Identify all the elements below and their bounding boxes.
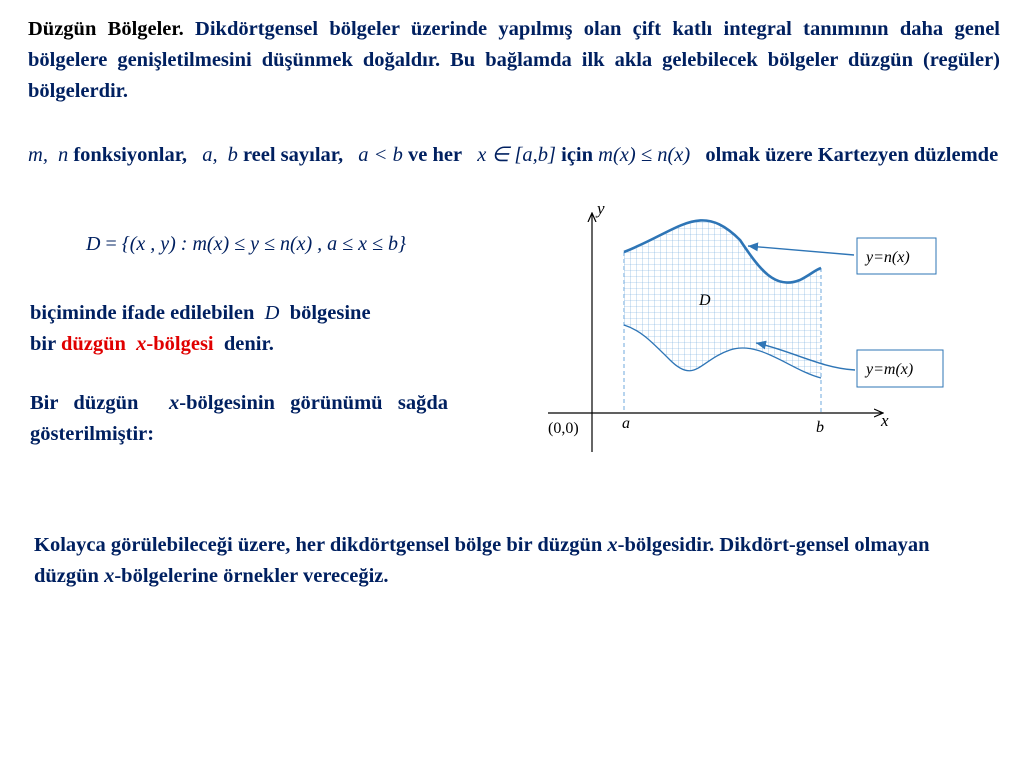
set-body: {(x , y) : m(x) ≤ y ≤ n(x) , a ≤ x ≤ b} [121, 233, 406, 255]
x-axis-label: x [881, 411, 889, 430]
region-label: D [699, 292, 711, 309]
called-bir: bir [30, 333, 56, 355]
set-eq: = [100, 233, 122, 255]
view-x-var: x [169, 392, 180, 414]
ineq-a-b: a < b [358, 144, 403, 166]
origin-label: (0,0) [548, 420, 579, 437]
section-title: Düzgün Bölgeler. [28, 18, 184, 40]
view-part1: Bir düzgün [30, 392, 139, 414]
bottom-part2: -bölgesidir. Dikdört-gensel olmayan düzgün [34, 534, 930, 587]
bottom-part1: Kolayca görülebileceği üzere, her dikdörtgensel bölge bir düzgün [34, 534, 603, 556]
bottom-part3: -bölgelerine örnekler vereceğiz. [114, 565, 389, 587]
lower-label: y=m(x) [866, 361, 914, 378]
b-label: b [816, 419, 824, 436]
plane-text: Kartezyen düzlemde [817, 144, 999, 166]
a-label: a [622, 415, 630, 432]
set-lhs: D [86, 233, 101, 255]
y-axis-label: y [597, 199, 605, 218]
cond-ineq: m(x) ≤ n(x) [598, 144, 691, 166]
region-hatch [624, 220, 821, 378]
var-n: n [57, 144, 69, 166]
term-duzgun: düzgün [60, 333, 126, 355]
bottom-x2: x [104, 565, 115, 587]
comma: , [212, 144, 218, 166]
var-b: b [227, 144, 238, 166]
being-text: olmak üzere [705, 144, 813, 166]
var-a: a [202, 144, 213, 166]
called-part2: bölgesine [289, 302, 371, 324]
term-x-var: x [136, 333, 147, 355]
called-part1: biçiminde ifade edilebilen [30, 302, 255, 324]
membership: x ∈ [a,b] [477, 144, 556, 166]
upper-label-arrow [748, 246, 854, 255]
var-m: m [28, 144, 43, 166]
term-bolgesi: -bölgesi [146, 333, 214, 355]
functions-text: fonksiyonlar, [73, 144, 188, 166]
reals-text: reel sayılar, [242, 144, 344, 166]
intro-text: Dikdörtgensel bölgeler üzerinde yapılmış olan çift katlı integral tanımının daha genel bölgelere genişletilmesini düşünmek doğaldır. Bu bağlamda ilk akla gelebilecek bölgeler düzgün (regüler) bölgelerdir. [28, 18, 1000, 102]
for-text: için [561, 144, 594, 166]
view-part2: -bölgesinin görünümü sağda gösterilmiştir: [30, 392, 448, 445]
and-every-text: ve her [408, 144, 463, 166]
called-tail: denir. [223, 333, 274, 355]
upper-label: y=n(x) [866, 249, 910, 266]
var-D: D [264, 302, 280, 324]
bottom-x1: x [607, 534, 618, 556]
comma: , [42, 144, 48, 166]
